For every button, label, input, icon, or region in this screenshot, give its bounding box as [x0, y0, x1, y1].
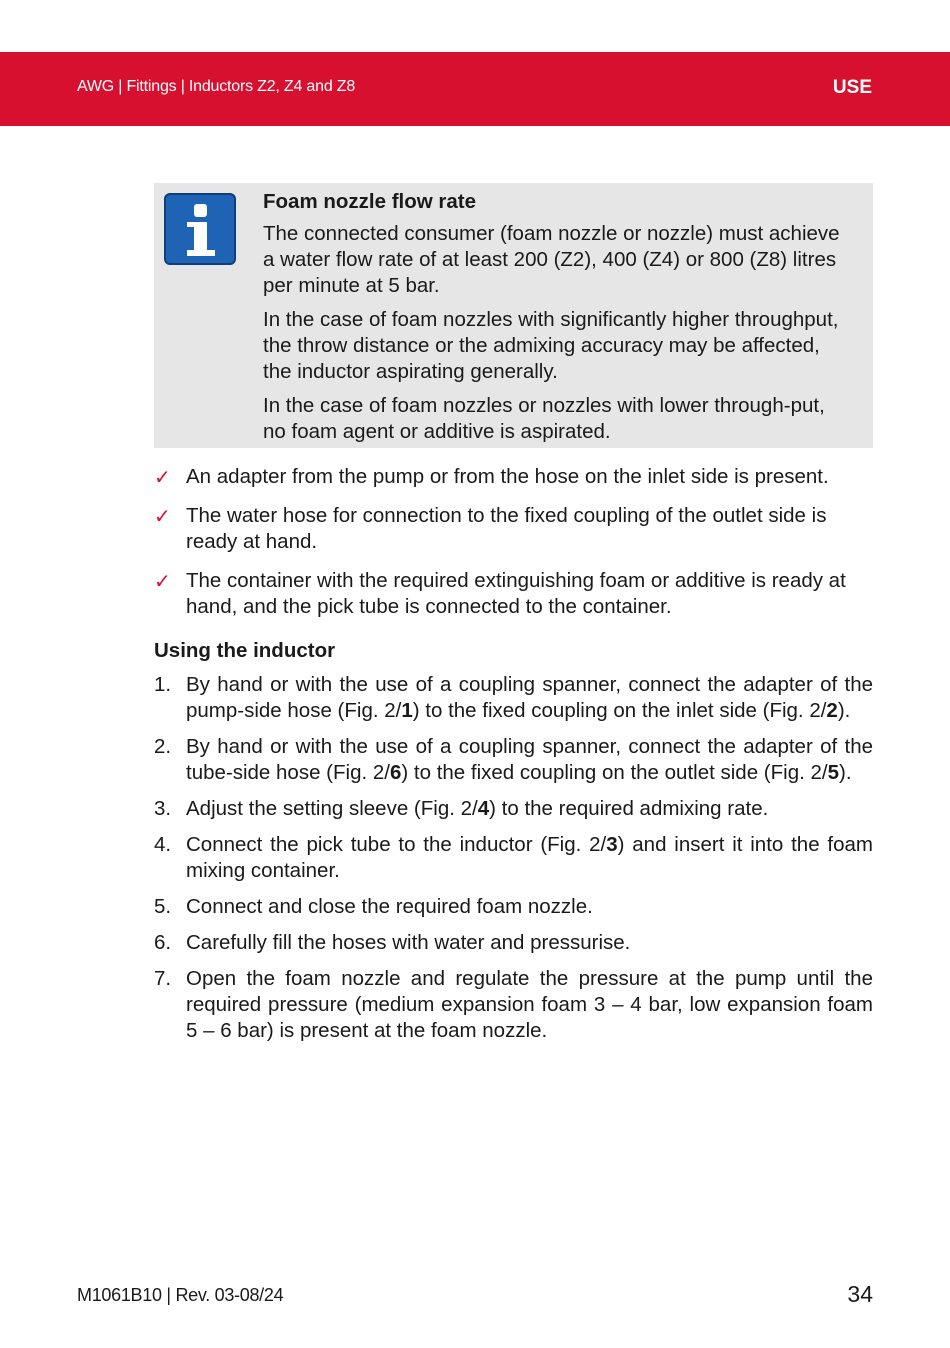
step-ref: 4 [477, 797, 490, 820]
step-text: Connect the pick tube to the inductor (Fig. 2/ [186, 833, 607, 856]
list-item [154, 503, 873, 555]
step-text: By hand or with the use of a coupling spanner, connect the adapter of the tube-side hose (Fig. 2/ [186, 735, 873, 784]
list-item [154, 796, 873, 822]
step-text: By hand or with the use of a coupling spanner, connect the adapter of the pump-side hose (Fig. 2/ [186, 673, 873, 722]
info-icon [164, 193, 236, 265]
prerequisite-text: The water hose for connection to the fixed coupling of the outlet side is ready at hand. [186, 504, 827, 553]
page-number: 34 [847, 1281, 873, 1307]
step-number: 1. [154, 673, 172, 696]
info-title: Foam nozzle flow rate [263, 190, 476, 213]
step-ref: 5 [827, 761, 839, 784]
step-number: 2. [154, 735, 172, 758]
step-text: Carefully fill the hoses with water and pressurise. [186, 931, 631, 954]
step-ref: 1 [401, 699, 413, 722]
step-number: 4. [154, 833, 172, 856]
list-item [154, 930, 873, 956]
info-paragraph: In the case of foam nozzles with significantly higher throughput, the throw distance or the admixing accuracy may be affected, the inductor aspirating generally. [263, 308, 839, 383]
step-number: 7. [154, 967, 172, 990]
step-text: ) to the fixed coupling on the outlet side (Fig. 2/ [401, 761, 828, 784]
check-icon: ✓ [154, 465, 171, 489]
page-header [0, 52, 950, 126]
step-ref: 2 [826, 699, 838, 722]
list-item [154, 894, 873, 920]
section-heading: Using the inductor [154, 639, 336, 662]
step-text: ). [837, 699, 851, 722]
list-item [154, 832, 873, 884]
step-text: ) to the required admixing rate. [489, 797, 769, 820]
info-text [263, 189, 853, 453]
info-box [154, 183, 873, 448]
step-number: 5. [154, 895, 172, 918]
breadcrumb: AWG | Fittings | Inductors Z2, Z4 and Z8 [77, 78, 356, 95]
step-text: Open the foam nozzle and regulate the pressure at the pump until the required pressure (medium expansion foam 3 – 4 bar, low expansion foam 5 – 6 bar) is present at the foam nozzle. [186, 967, 873, 1042]
step-text: ) to the fixed coupling on the inlet side (Fig. 2/ [412, 699, 827, 722]
step-number: 6. [154, 931, 172, 954]
steps-list [154, 672, 873, 1054]
step-text: Connect and close the required foam nozzle. [186, 895, 593, 918]
info-paragraph: The connected consumer (foam nozzle or nozzle) must achieve a water flow rate of at least 200 (Z2), 400 (Z4) or 800 (Z8) litres per minute at 5 bar. [263, 222, 840, 297]
list-item [154, 464, 873, 490]
prerequisite-text: The container with the required extinguishing foam or additive is ready at hand, and the pick tube is connected to the container. [186, 569, 846, 618]
step-text: ). [839, 761, 852, 784]
step-number: 3. [154, 797, 172, 820]
prerequisite-text: An adapter from the pump or from the hose on the inlet side is present. [186, 465, 829, 488]
prerequisites-list [154, 464, 873, 633]
step-text: ) and insert it into the foam mixing container. [186, 833, 873, 882]
list-item [154, 966, 873, 1044]
section-title: USE [832, 77, 872, 98]
list-item [154, 734, 873, 786]
list-item [154, 672, 873, 724]
info-paragraph: In the case of foam nozzles or nozzles with lower through-put, no foam agent or additive is aspirated. [263, 394, 825, 443]
document-id: M1061B10 | Rev. 03-08/24 [77, 1285, 284, 1305]
list-item [154, 568, 873, 620]
step-ref: 6 [389, 761, 402, 784]
step-ref: 3 [606, 833, 618, 856]
check-icon: ✓ [154, 569, 171, 593]
step-text: Adjust the setting sleeve (Fig. 2/ [186, 797, 478, 820]
check-icon: ✓ [154, 504, 171, 528]
